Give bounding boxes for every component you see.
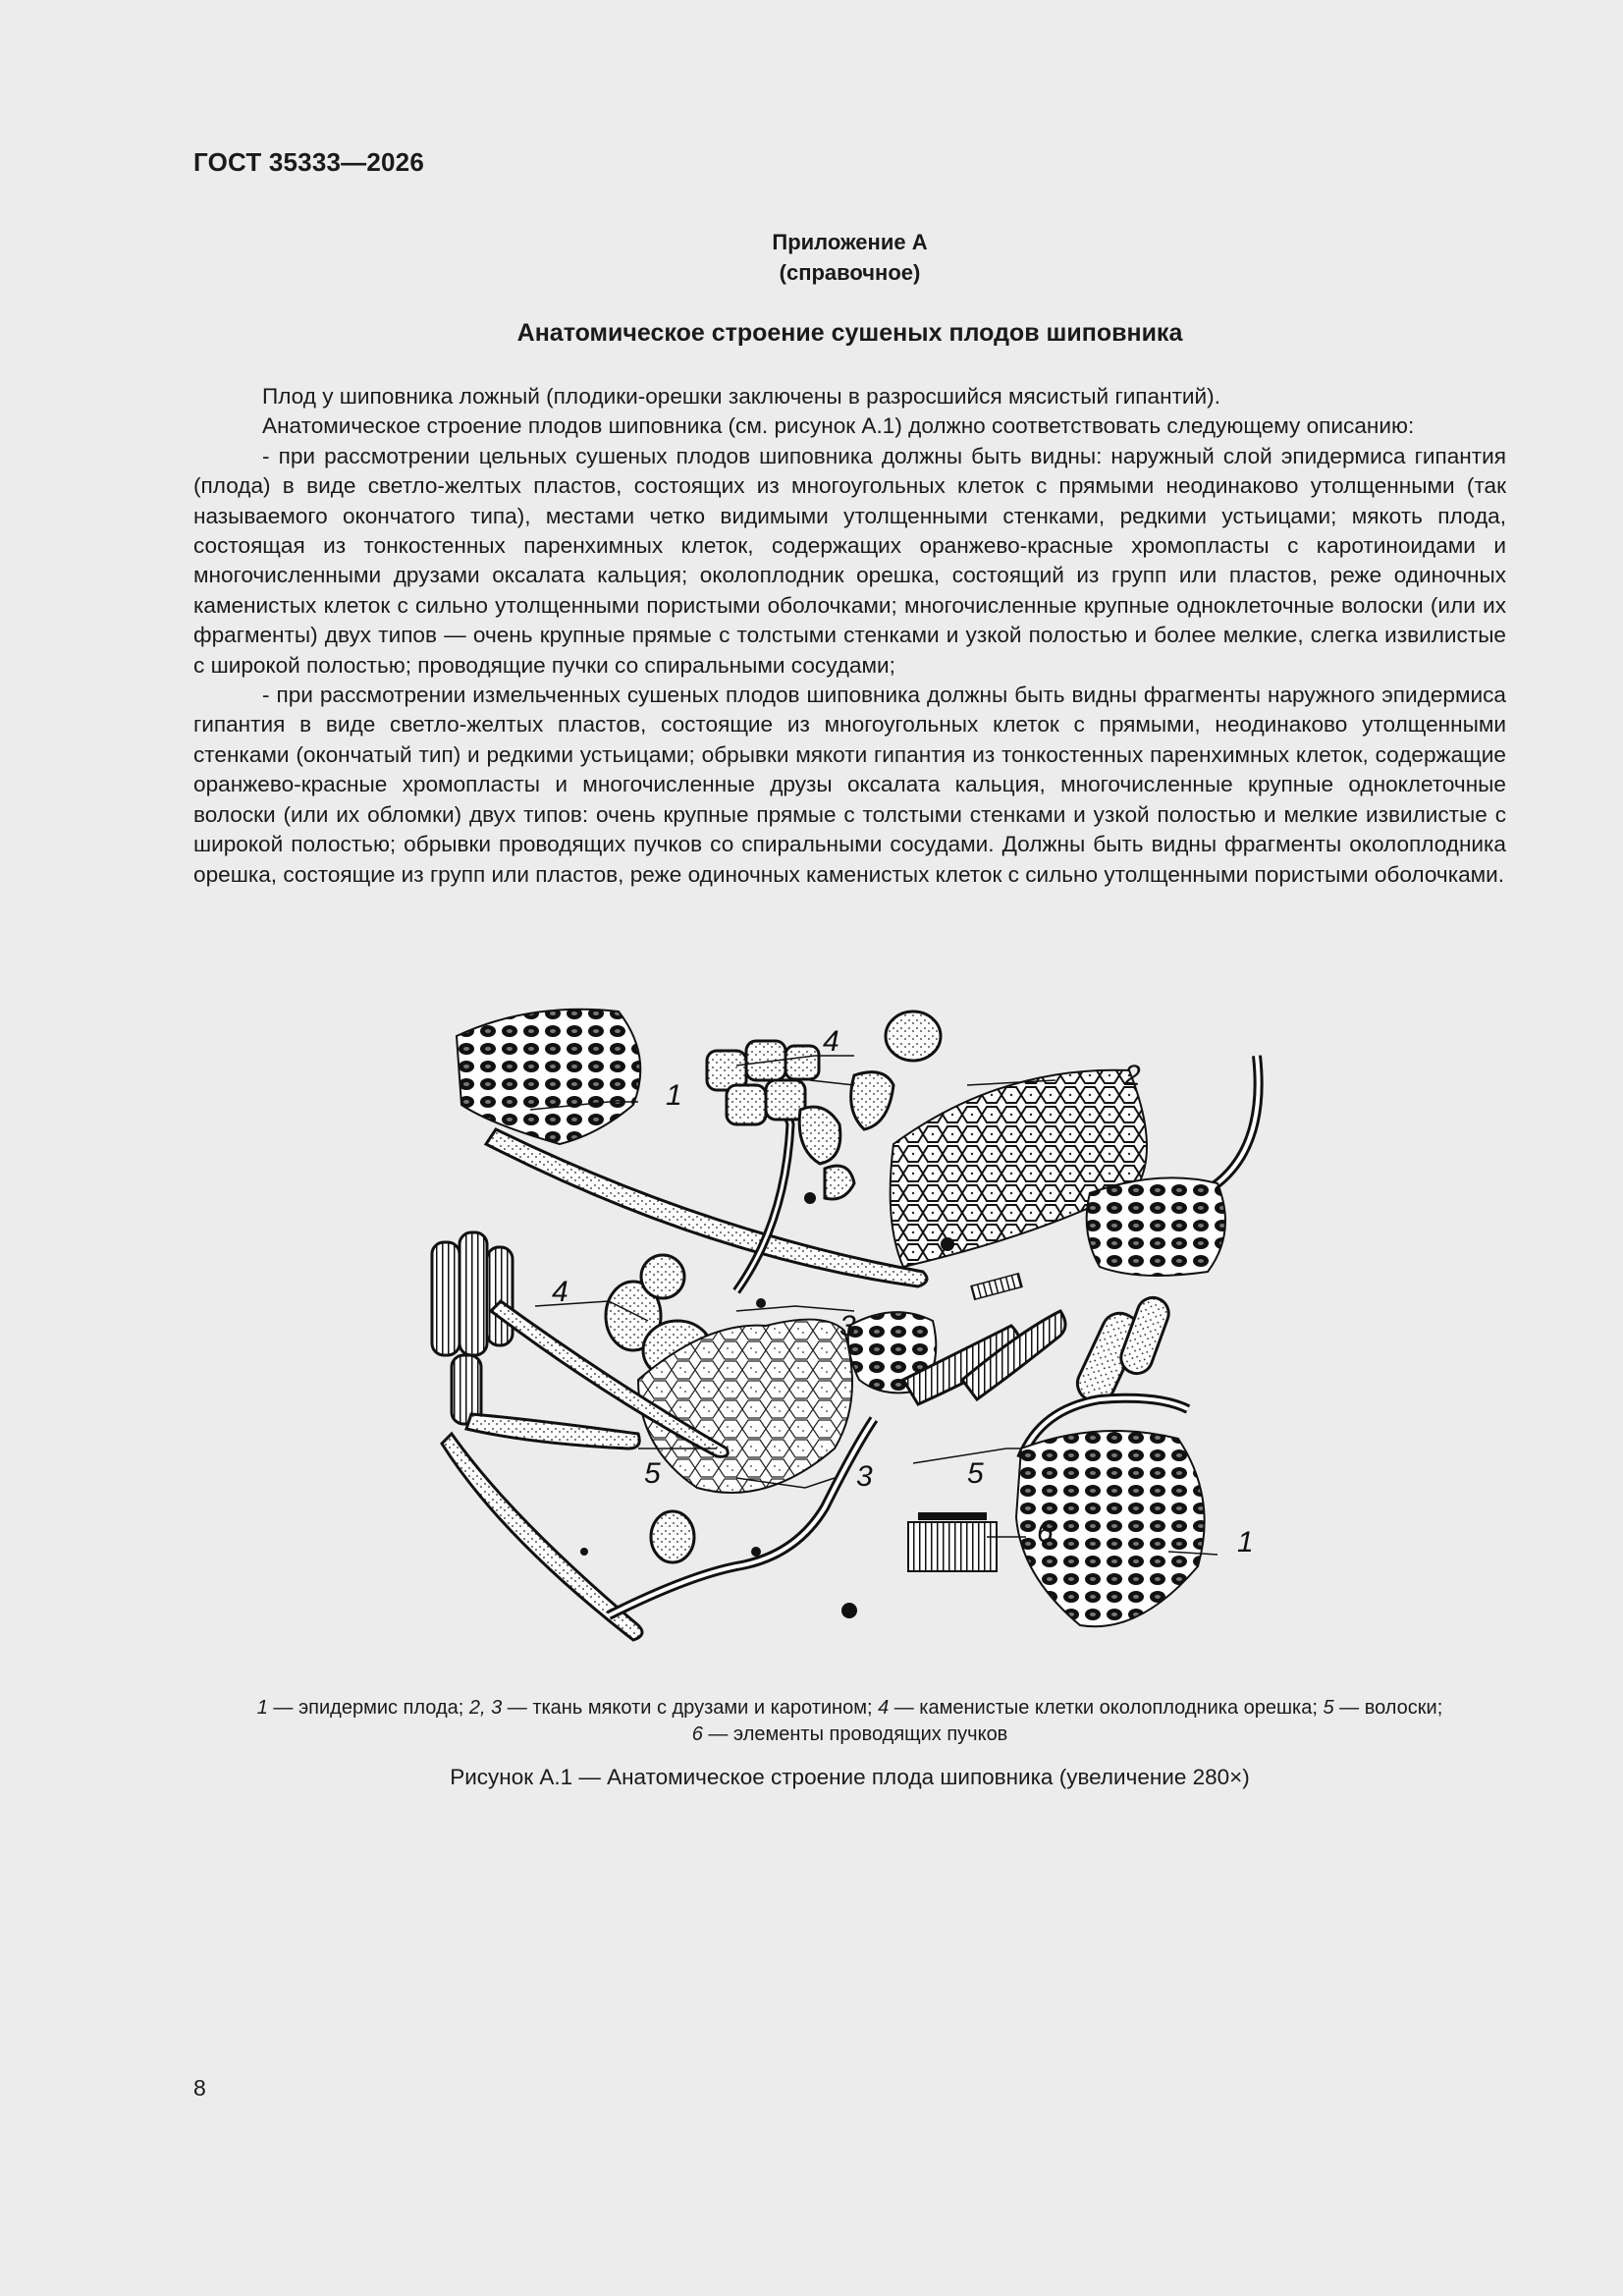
legend-text: — каменистые клетки околоплодника орешка; xyxy=(889,1697,1324,1719)
page-number: 8 xyxy=(193,2075,206,2101)
figure-label: 3 xyxy=(839,1310,856,1342)
legend-text: — элементы проводящих пучков xyxy=(702,1723,1008,1745)
paragraph: - при рассмотрении измельченных сушеных плодов шиповника должны быть видны фрагменты наружного эпидермиса гипантия в виде светло-желтых пластов, состоящие из многоугольных клеток с прямыми, неодинаково утолщенными стенками (окончатый тип) и редкими устьицами; обрывки мякоти гипантия из тонкостенных паренхимных клеток, содержащие оранжево-красные хромопласты и многочисленные друзы оксалата кальция, многочисленные крупные одноклеточные волоски (или их обломки) двух типов: очень крупные прямые с толстыми стенками и узкой полостью и мелкие извилистые с широкой полостью; обрывки проводящих пучков со спиральными сосудами. Должны быть видны фрагменты околоплодника орешка, состоящие из групп или пластов, реже одиночных каменистых клеток с сильно утолщенными пористыми оболочками. xyxy=(193,683,1506,887)
figure-label: 1 xyxy=(666,1079,682,1112)
legend-number: 5 xyxy=(1323,1697,1334,1719)
legend-number: 4 xyxy=(878,1697,890,1719)
figure-caption: Рисунок А.1 — Анатомическое строение плода шиповника (увеличение 280×) xyxy=(450,1765,1250,1789)
figure-label: 1 xyxy=(1237,1526,1254,1558)
body-text xyxy=(193,382,1506,890)
legend-number: 6 xyxy=(691,1723,703,1745)
figure-label: 3 xyxy=(856,1460,873,1493)
legend-text: — эпидермис плода; xyxy=(267,1697,469,1719)
paragraph: Анатомическое строение плодов шиповника (см. рисунок А.1) должно соответствовать следующему описанию: xyxy=(262,413,1415,439)
figure-label: 5 xyxy=(967,1457,984,1490)
legend-number: 2, 3 xyxy=(468,1697,503,1719)
figure-legend xyxy=(193,1695,1506,1748)
figure-label: 4 xyxy=(823,1025,839,1058)
legend-text: — волоски; xyxy=(1333,1697,1443,1719)
figure-label: 2 xyxy=(1124,1060,1141,1092)
figure-label: 6 xyxy=(1037,1516,1054,1549)
legend-number: 1 xyxy=(256,1697,268,1719)
annex-status: (справочное) xyxy=(779,260,921,285)
legend-text: — ткань мякоти с друзами и каротином; xyxy=(502,1697,879,1719)
annex-heading xyxy=(193,227,1506,288)
document-code: ГОСТ 35333—2026 xyxy=(193,147,424,177)
annex-label: Приложение А xyxy=(772,230,928,254)
anatomy-drawing xyxy=(412,987,1296,1674)
annex-title: Анатомическое строение сушеных плодов шиповника xyxy=(516,319,1183,347)
paragraph: - при рассмотрении цельных сушеных плодов шиповника должны быть видны: наружный слой эпидермиса гипантия (плода) в виде светло-желтых пластов, состоящих из многоугольных клеток с прямыми неодинаково утолщенными (так называемого окончатого типа), местами четко видимыми утолщенными стенками, редкими устьицами; мякоть плода, состоящая из тонкостенных паренхимных клеток, содержащих оранжево-красные хромопласты с каротиноидами и многочисленными друзами оксалата кальция; околоплодник орешка, состоящий из групп или пластов, реже одиночных каменистых клеток с сильно утолщенными пористыми оболочками; многочисленные крупные одноклеточные волоски (или их фрагменты) двух типов — очень крупные прямые с толстыми стенками и узкой полостью и более мелкие, слегка извилистые с широкой полостью; проводящие пучки со спиральными сосудами; xyxy=(193,443,1506,678)
paragraph: Плод у шиповника ложный (плодики-орешки заключены в разросшийся мясистый гипантий). xyxy=(262,384,1220,409)
figure-label: 5 xyxy=(644,1457,661,1490)
anatomy-figure xyxy=(412,987,1296,1674)
figure-label: 4 xyxy=(552,1276,568,1308)
